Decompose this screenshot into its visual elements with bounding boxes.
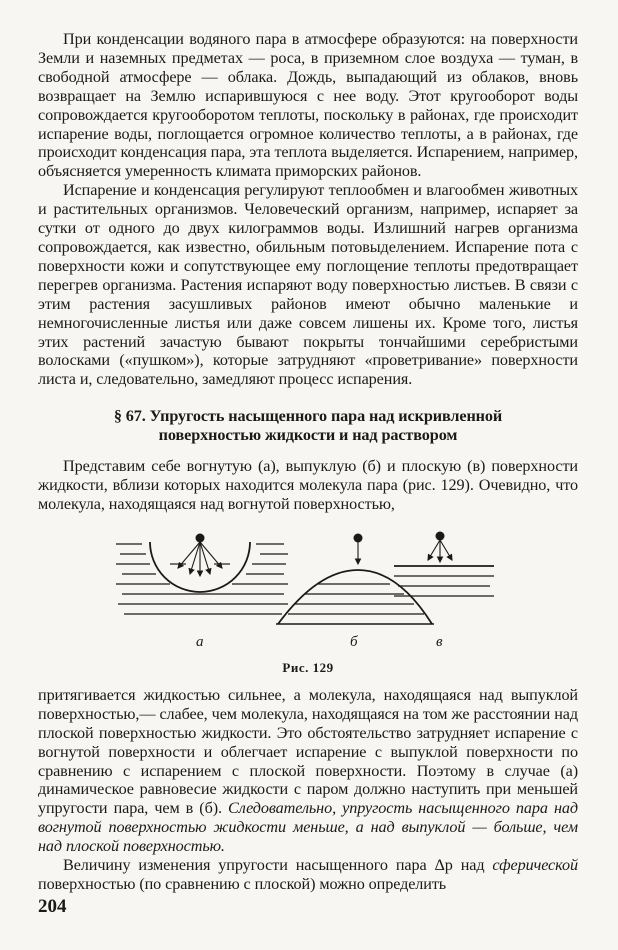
figure-caption: Рис. 129 [282,659,334,675]
figure-panel-b-convex [276,533,434,624]
figure-panel-a-concave [116,533,288,614]
figure-label-a: а [196,633,204,650]
paragraph-after-figure-text: притягивается жидкостью сильнее, а молекула, находящаяся над выпуклой поверхностью,— слабее, чем молекула, находящаяся на том же расстоянии над плоской поверхностью жидкости. Это обстоятельство затрудняет испарение с вогнутой поверхности и облегчает испарение с выпуклой поверхности по сравнению с испарением с плоской поверхности. Поэтому в случае (а) динамическое равновесие жидкости с паром должно наступить при меньшей упругости пара, чем в (б). [38,685,578,818]
book-page [38,30,578,894]
section-heading-line-2: поверхностью жидкости и над раствором [158,426,458,445]
figure-panel-c-flat [394,531,494,596]
paragraph-after-figure-italic: Следовательно, упругость насыщенного пара над вогнутой поверхностью жидкости меньше, а над выпуклой — больше, чем над плоской поверхностью. [38,799,578,856]
figure-label-c: в [436,633,443,650]
section-heading-line-1: § 67. Упругость насыщенного пара над искривленной [113,407,503,426]
figure-129 [38,524,578,656]
section-heading [38,407,578,445]
paragraph-evaporation-organisms: Испарение и конденсация регулируют теплообмен и влагообмен животных и растительных организмов. Человеческий организм, например, испаряет за сутки от одного до двух килограммов воды. Излишний нагрев организма сопровождается, как известно, обильным потовыделением. Испарение пота с поверхности кожи и сопутствующее ему поглощение теплоты предотвращает перегрев организма. Растения испаряют воду поверхностью листьев. В связи с этим растения засушливых районов имеют обычно маленькие и немногочисленные листья или даже совсем лишены их. Кроме того, листья этих растений зачастую бывают покрыты тончайшими серебристыми волосками («пушком»), которые затрудняют «проветривание» поверхности листа и, следовательно, замедляют процесс испарения. [38,181,578,389]
paragraph-after-figure [38,686,578,856]
figure-label-b: б [350,633,358,650]
paragraph-condensation: При конденсации водяного пара в атмосфере образуются: на поверхности Земли и наземных предметах — роса, в приземном слое воздуха — туман, в свободной атмосфере — облака. Дождь, выпадающий из облаков, вновь возвращает на Землю испарившуюся с нее воду. Этот кругооборот воды сопровождается кругооборотом теплоты, поскольку в районах, где происходит испарение воды, поглощается огромное количество теплоты, а в районах, где происходит конденсация пара, эта теплота выделяется. Испарением, например, объясняется умеренность климата приморских районов. [38,30,578,181]
paragraph-last-italic: сферической [492,856,578,875]
paragraph-last-text-a: Величину изменения упругости насыщенного пара Δp над [63,856,493,875]
paragraph-last [38,856,578,894]
figure-129-drawing [38,524,578,656]
paragraph-intro: Представим себе вогнутую (а), выпуклую (б) и плоскую (в) поверхности жидкости, вблизи которых находится молекула пара (рис. 129). Очевидно, что молекула, находящаяся над вогнутой поверхностью, [38,457,578,514]
page-number: 204 [38,896,67,917]
paragraph-last-text-b: поверхностью (по сравнению с плоской) можно определить [38,875,447,893]
